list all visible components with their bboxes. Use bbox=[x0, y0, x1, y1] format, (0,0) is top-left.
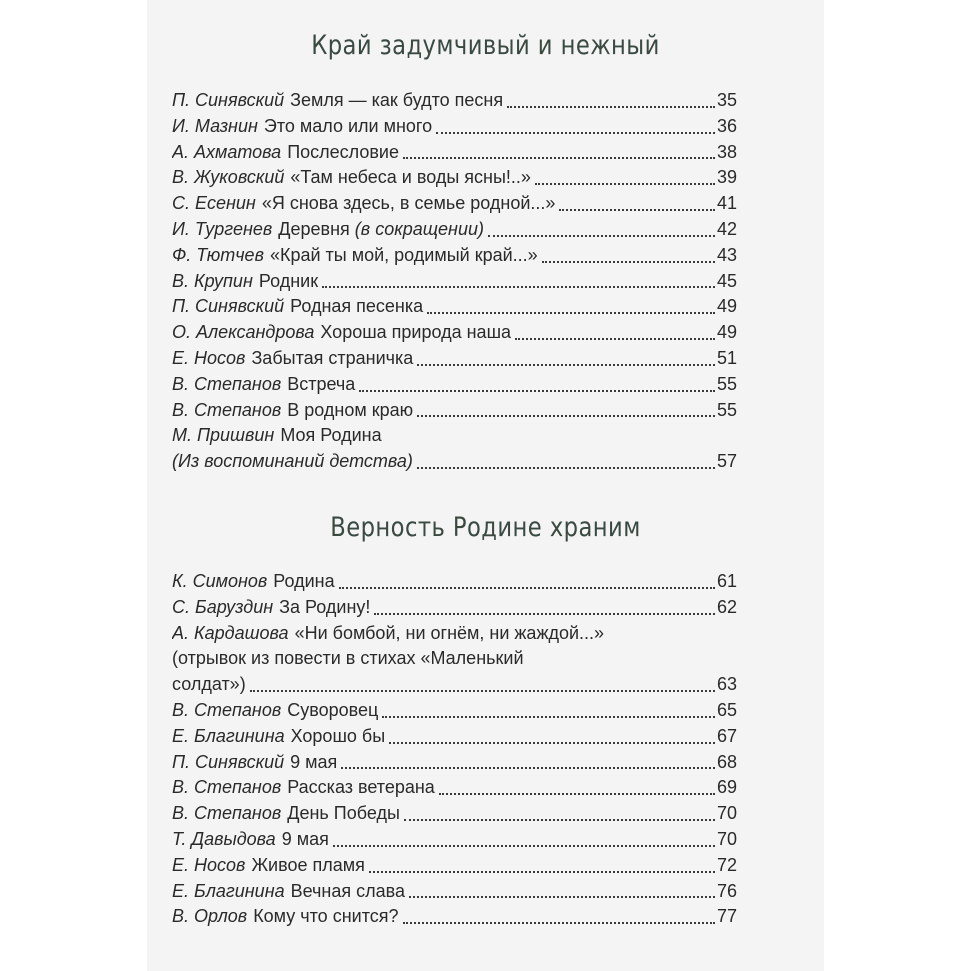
entry-author: П. Синявский bbox=[172, 296, 285, 317]
dot-leader bbox=[417, 467, 715, 469]
entry-note: (в сокращении) bbox=[354, 218, 484, 239]
entry-author: А. Кардашова bbox=[172, 622, 289, 643]
toc-entry bbox=[172, 801, 737, 827]
entry-title: Рассказ ветерана bbox=[287, 777, 435, 798]
toc-entry bbox=[172, 879, 737, 905]
entry-title: 9 мая bbox=[281, 828, 329, 849]
entry-title: Родная песенка bbox=[290, 296, 424, 317]
entry-page-number: 76 bbox=[716, 880, 737, 901]
entry-page-number: 70 bbox=[716, 803, 737, 824]
entry-author: В. Жуковский bbox=[172, 167, 285, 188]
entry-page-number: 65 bbox=[716, 699, 737, 720]
entry-author: В. Степанов bbox=[172, 399, 282, 420]
entry-author: С. Баруздин bbox=[172, 596, 274, 617]
entry-title: «Там небеса и воды ясны!..» bbox=[290, 167, 531, 188]
entry-page-number: 61 bbox=[716, 571, 737, 591]
entry-page-number: 43 bbox=[716, 244, 737, 265]
dot-leader bbox=[417, 364, 715, 366]
toc-entry bbox=[172, 398, 737, 424]
entry-title: «Ни бомбой, ни огнём, ни жаждой...» bbox=[294, 622, 605, 643]
entry-title: «Я снова здесь, в семье родной...» bbox=[261, 193, 556, 214]
entry-author: О. Александрова bbox=[172, 322, 315, 343]
toc-entry bbox=[172, 724, 737, 750]
entry-title: Забытая страничка bbox=[251, 347, 414, 368]
entry-author: В. Орлов bbox=[172, 906, 248, 927]
dot-leader bbox=[404, 819, 715, 821]
entry-title: Вечная слава bbox=[290, 880, 405, 901]
dot-leader bbox=[339, 587, 715, 589]
entry-title: Родина bbox=[273, 571, 335, 591]
toc-entry bbox=[172, 827, 737, 853]
book-page bbox=[147, 0, 824, 971]
entry-title: Встреча bbox=[287, 373, 356, 394]
entry-title-continuation: солдат») bbox=[172, 674, 246, 695]
toc-list-section-1 bbox=[172, 88, 737, 475]
entry-author: Е. Благинина bbox=[172, 880, 285, 901]
entry-author: В. Степанов bbox=[172, 373, 282, 394]
entry-page-number: 77 bbox=[716, 906, 737, 927]
entry-author: Ф. Тютчев bbox=[172, 244, 264, 265]
entry-author: Е. Носов bbox=[172, 347, 246, 368]
entry-author: В. Крупин bbox=[172, 270, 253, 291]
entry-page-number: 49 bbox=[716, 322, 737, 343]
toc-entry bbox=[172, 269, 737, 295]
toc-entry bbox=[172, 320, 737, 346]
entry-author: П. Синявский bbox=[172, 751, 285, 772]
entry-author: К. Симонов bbox=[172, 571, 268, 591]
dot-leader bbox=[427, 312, 715, 314]
toc-entry-continuation bbox=[172, 672, 737, 698]
toc-entry bbox=[172, 294, 737, 320]
entry-author: И. Мазнин bbox=[172, 115, 258, 136]
toc-entry bbox=[172, 243, 737, 269]
entry-page-number: 70 bbox=[716, 828, 737, 849]
entry-title: Живое пламя bbox=[251, 854, 365, 875]
toc-entry bbox=[172, 569, 737, 595]
toc-entry bbox=[172, 346, 737, 372]
toc-entry bbox=[172, 191, 737, 217]
section-heading-1: Край задумчивый и нежный bbox=[311, 30, 660, 61]
entry-title: 9 мая bbox=[290, 751, 338, 772]
toc-entry bbox=[172, 140, 737, 166]
toc-entry bbox=[172, 621, 737, 647]
dot-leader bbox=[436, 132, 715, 134]
entry-title: «Край ты мой, родимый край...» bbox=[269, 244, 538, 265]
entry-title: За Родину! bbox=[279, 596, 371, 617]
entry-title: Это мало или много bbox=[263, 115, 433, 136]
toc-entry bbox=[172, 88, 737, 114]
entry-page-number: 36 bbox=[716, 115, 737, 136]
dot-leader bbox=[322, 286, 715, 288]
dot-leader bbox=[417, 415, 715, 417]
entry-title: День Победы bbox=[287, 803, 400, 824]
entry-author: Е. Носов bbox=[172, 854, 246, 875]
toc-entry bbox=[172, 750, 737, 776]
dot-leader bbox=[542, 261, 715, 263]
toc-entry bbox=[172, 217, 737, 243]
entry-page-number: 68 bbox=[716, 751, 737, 772]
entry-author: В. Степанов bbox=[172, 699, 282, 720]
entry-title: Суворовец bbox=[287, 699, 379, 720]
dot-leader bbox=[369, 871, 715, 873]
dot-leader bbox=[382, 716, 715, 718]
entry-title: Родник bbox=[258, 270, 319, 291]
toc-entry bbox=[172, 853, 737, 879]
toc-entry bbox=[172, 114, 737, 140]
dot-leader bbox=[439, 793, 715, 795]
entry-title-continuation: (Из воспоминаний детства) bbox=[172, 451, 413, 472]
entry-author: И. Тургенев bbox=[172, 218, 273, 239]
entry-title: Хороша природа наша bbox=[320, 322, 512, 343]
entry-title: Деревня bbox=[278, 218, 350, 239]
entry-author: П. Синявский bbox=[172, 90, 285, 110]
entry-page-number: 49 bbox=[716, 296, 737, 317]
dot-leader bbox=[359, 390, 715, 392]
toc-entry bbox=[172, 698, 737, 724]
section-heading-2: Верность Родине храним bbox=[330, 512, 641, 543]
toc-entry bbox=[172, 595, 737, 621]
entry-page-number: 67 bbox=[716, 725, 737, 746]
toc-list-section-2 bbox=[172, 569, 737, 930]
entry-author: М. Пришвин bbox=[172, 425, 275, 446]
entry-page-number: 39 bbox=[716, 167, 737, 188]
entry-author: Е. Благинина bbox=[172, 725, 285, 746]
dot-leader bbox=[409, 896, 715, 898]
entry-author: С. Есенин bbox=[172, 193, 256, 214]
entry-page-number: 63 bbox=[716, 674, 737, 695]
entry-page-number: 51 bbox=[716, 347, 737, 368]
dot-leader bbox=[389, 742, 715, 744]
entry-title: Хорошо бы bbox=[290, 725, 386, 746]
entry-title-continuation: (отрывок из повести в стихах «Маленький bbox=[172, 648, 524, 669]
entry-author: В. Степанов bbox=[172, 777, 282, 798]
entry-title: Земля — как будто песня bbox=[290, 90, 504, 110]
toc-entry bbox=[172, 904, 737, 930]
dot-leader bbox=[403, 922, 715, 924]
entry-page-number: 69 bbox=[716, 777, 737, 798]
entry-page-number: 62 bbox=[716, 596, 737, 617]
toc-entry-continuation bbox=[172, 646, 737, 672]
toc-entry-continuation bbox=[172, 449, 737, 475]
entry-author: В. Степанов bbox=[172, 803, 282, 824]
toc-entry bbox=[172, 372, 737, 398]
entry-page-number: 41 bbox=[716, 193, 737, 214]
entry-author: Т. Давыдова bbox=[172, 828, 276, 849]
entry-title: В родном краю bbox=[287, 399, 414, 420]
dot-leader bbox=[250, 690, 715, 692]
entry-page-number: 45 bbox=[716, 270, 737, 291]
entry-page-number: 55 bbox=[716, 399, 737, 420]
dot-leader bbox=[559, 209, 715, 211]
dot-leader bbox=[535, 183, 715, 185]
entry-page-number: 55 bbox=[716, 373, 737, 394]
entry-page-number: 35 bbox=[716, 90, 737, 110]
dot-leader bbox=[374, 613, 715, 615]
dot-leader bbox=[488, 235, 715, 237]
toc-entry bbox=[172, 775, 737, 801]
entry-page-number: 57 bbox=[716, 451, 737, 472]
entry-page-number: 72 bbox=[716, 854, 737, 875]
entry-title: Кому что снится? bbox=[253, 906, 399, 927]
dot-leader bbox=[333, 845, 715, 847]
dot-leader bbox=[341, 767, 715, 769]
toc-entry bbox=[172, 423, 737, 449]
entry-page-number: 42 bbox=[716, 218, 737, 239]
toc-entry bbox=[172, 165, 737, 191]
entry-author: А. Ахматова bbox=[172, 141, 282, 162]
dot-leader bbox=[507, 106, 715, 108]
dot-leader bbox=[403, 157, 715, 159]
entry-title: Моя Родина bbox=[280, 425, 382, 446]
entry-title: Послесловие bbox=[287, 141, 399, 162]
dot-leader bbox=[515, 338, 715, 340]
entry-page-number: 38 bbox=[716, 141, 737, 162]
